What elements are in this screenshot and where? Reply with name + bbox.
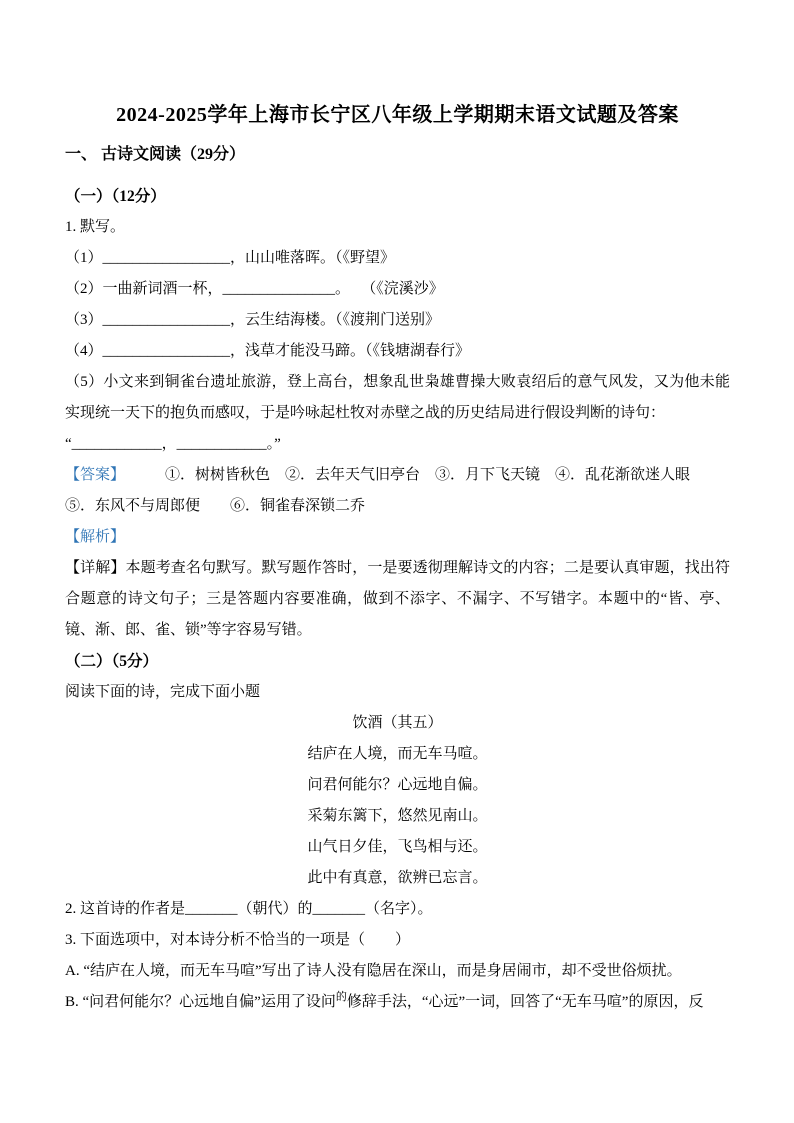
option-b-superscript: 的 bbox=[335, 991, 347, 1003]
poem-line: 结庐在人境，而无车马喧。 bbox=[307, 746, 488, 762]
q1-item-5: （5）小文来到铜雀台遗址旅游，登上高台，想象乱世枭雄曹操大败袁绍后的意气风发，又为他未能实现统一天下的抱负而感叹，于是吟咏起杜牧对赤壁之战的历史结局进行假设判断的诗句： bbox=[65, 374, 730, 421]
q1-item-1: （1）_________________，山山唯落晖。（《野望》 bbox=[65, 250, 396, 266]
q1-item-3: （3）_________________，云生结海楼。（《渡荆门送别》 bbox=[65, 312, 441, 328]
poem-block bbox=[65, 708, 730, 894]
q3-option-b bbox=[65, 987, 730, 1018]
analysis-label: 【解析】 bbox=[65, 529, 126, 545]
poem-line: 此中有真意，欲辨已忘言。 bbox=[307, 870, 488, 886]
poem-line: 问君何能尔？心远地自偏。 bbox=[307, 777, 488, 793]
poem-title: 饮酒（其五） bbox=[352, 715, 443, 731]
poem-line: 采菊东篱下，悠然见南山。 bbox=[307, 808, 488, 824]
answer-text: ①．树树皆秋色 ②．去年天气旧亭台 ③．月下飞天镜 ④．乱花渐欲迷人眼 ⑤．东风不与周郎便 ⑥．铜雀春深锁二乔 bbox=[65, 467, 706, 514]
answer-label: 【答案】 bbox=[65, 467, 126, 483]
reading-intro: 阅读下面的诗，完成下面小题 bbox=[65, 684, 261, 700]
detail-text: 【详解】本题考查名句默写。默写题作答时，一是要透彻理解诗文的内容；二是要认真审题，找出符合题意的诗文句子；三是答题内容要准确，做到不添字、不漏字、不写错字。本题中的“皆、亭、镜、渐、郎、雀、锁”等字容易写错。 bbox=[65, 560, 730, 638]
poem-line: 山气日夕佳，飞鸟相与还。 bbox=[307, 839, 488, 855]
page-title: 2024-2025学年上海市长宁区八年级上学期期末语文试题及答案 bbox=[116, 104, 679, 126]
q1-stem: 1. 默写。 bbox=[65, 219, 126, 235]
part-two-heading: （二）（5分） bbox=[65, 653, 159, 670]
q1-item-2: （2）一曲新词酒一杯，_______________。 （《浣溪沙》 bbox=[65, 281, 444, 297]
q3-option-a: A. “结庐在人境，而无车马喧”写出了诗人没有隐居在深山，而是身居闹市，却不受世俗烦扰。 bbox=[65, 963, 682, 979]
q3-text: 3. 下面选项中，对本诗分析不恰当的一项是（ ） bbox=[65, 932, 411, 948]
answer-paragraph bbox=[65, 460, 730, 522]
q1-item-4: （4）_________________，浅草才能没马蹄。（《钱塘湖春行》 bbox=[65, 343, 471, 359]
option-b-post: 修辞手法，“心远”一词，回答了“无车马喧”的原因，反 bbox=[346, 994, 704, 1010]
q2-text: 2. 这首诗的作者是_______（朝代）的_______（名字）。 bbox=[65, 901, 433, 917]
part-one-heading: （一）（12分） bbox=[65, 188, 166, 205]
section-heading: 一、 古诗文阅读（29分） bbox=[65, 146, 246, 163]
option-b-pre: B. “问君何能尔？心远地自偏”运用了设问 bbox=[65, 994, 336, 1010]
q1-item-5-quote: “____________，____________。” bbox=[65, 436, 281, 452]
analysis-paragraph bbox=[65, 522, 730, 553]
